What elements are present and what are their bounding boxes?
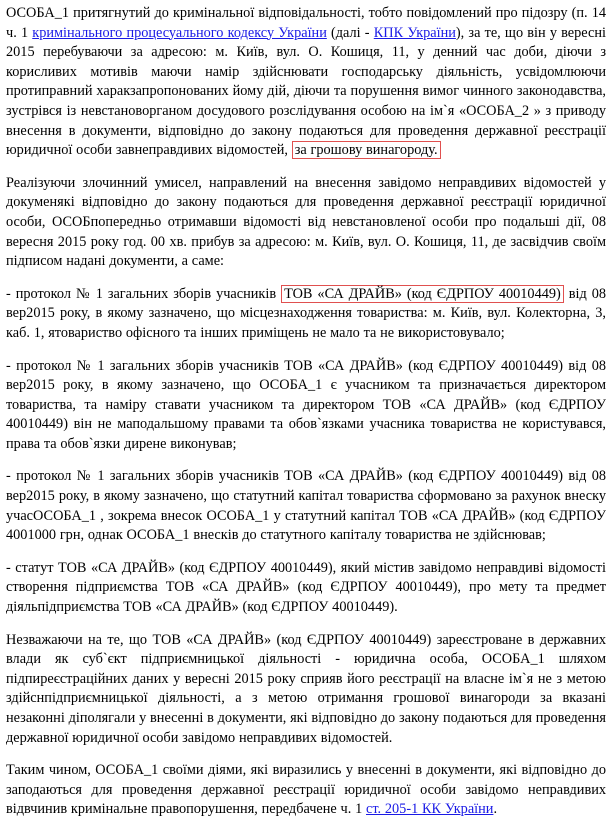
highlighted-phrase: ТОВ «СА ДРАЙВ» (код ЄДРПОУ 40010449): [281, 285, 564, 303]
text-run: 000 грн, однак ОСОБА_1 внесків до статутного капіталу товариства не здійснював;: [34, 527, 546, 544]
text-run: реєстраційних даних у вересні 2015 року сприяв його реєстрації на власне ім`я не з метою здійсн: [6, 670, 606, 707]
text-run: (далі -: [326, 24, 374, 41]
paragraph: [6, 4, 606, 161]
text-run: підприємницької діяльності, а з метою отримання грошової винагороди за вказані незаконні ді: [6, 690, 606, 726]
paragraph: [6, 631, 606, 749]
text-run: запропонованих йому дій, діючи та порушення вимог чинного законодавства, зустрівся із невстанов: [6, 83, 606, 119]
text-run: - протокол № 1 загальних зборів учасників ТОВ «СА ДРАЙВ» (код ЄДРПОУ 40010449) від 08 вер: [6, 357, 606, 394]
paragraph: [6, 174, 606, 272]
legal-reference-link[interactable]: КПК України: [373, 24, 456, 41]
text-run: - протокол № 1 загальних зборів учасників: [6, 285, 282, 302]
text-run: полягали у внесенні в документи, які відповідно до закону подаються для проведення державної: [6, 710, 606, 746]
paragraph: [6, 285, 606, 344]
text-run: Реалізуючи злочинний умисел, направлений на внесення завідомо неправдивих відомостей у докумен: [6, 174, 606, 211]
text-run: год. 00 хв. прибув за адресою: м. Київ, вул. О. Кошиця, 11, де засвідчив своїм підписом надані: [6, 233, 606, 270]
text-run: ОСОБА_1 , зокрема внесок ОСОБА_1 у статутний капітал ТОВ «СА ДРАЙВ» (код ЄДРПОУ 4001: [6, 507, 606, 544]
text-run: - статут ТОВ «СА ДРАЙВ» (код ЄДРПОУ 40010449), який містив завідомо неправдиві відомості: [6, 559, 606, 576]
text-run: юридичної особи завідомо неправдивих відомостей.: [72, 729, 393, 746]
text-run: неправдивих відомостей,: [134, 142, 292, 159]
text-run: товариство офісного та інших приміщень не мало та не використовувало;: [54, 324, 505, 341]
text-run: наміру ставати учасником та директором ТОВ «СА ДРАЙВ» (код ЄДРПОУ 40010449) він не ма: [6, 396, 606, 433]
paragraph: [6, 357, 606, 455]
text-run: підприємства ТОВ «СА ДРАЙВ» (код ЄДРПОУ 40010449).: [37, 599, 398, 616]
legal-reference-link[interactable]: кримінального процесуального кодексу України: [32, 24, 327, 41]
text-run: .: [493, 801, 498, 818]
paragraph: [6, 467, 606, 545]
text-run: відповідно до закону подаються для проведення державної реєстрації юридичної особи зав: [6, 122, 606, 159]
legal-reference-link[interactable]: ст. 205-1 КК України: [366, 801, 494, 818]
text-run: які відповідно до закону подаються для проведення державної реєстрації юридичної особи, ОСОБ: [6, 194, 606, 230]
paragraph: [6, 761, 606, 820]
text-run: подальшому правами та обов`язками учасника товариства не користувався, права та обов`язки дире: [6, 416, 606, 452]
text-run: 2015 року, в якому зазначено, що ОСОБА_1 є учасником та призначається директором товариства, та: [6, 377, 606, 413]
text-run: 2015 року, в якому зазначено, що статутний капітал товариства сформовано за рахунок внеску учас: [6, 488, 606, 524]
text-run: Таким чином, ОСОБА_1 своїми діями, які виразились у внесенні в документи, які відповідно до за: [6, 762, 606, 798]
text-run: подаються для проведення державної реєстрації юридичної особи завідомо неправдивих від: [6, 781, 606, 818]
text-run: попередньо отримавши відомості від невстановленої особи про подальші дії, 08 вересня 2015 року: [6, 213, 606, 250]
text-run: перебуваючи за адресою: м. Київ, вул. О. Кошиця, 11, у денний час доби, діючи з корисливих мотивів: [6, 44, 606, 80]
text-run: влади як суб`єкт підприємницької діяльності - юридична особа, ОСОБА_1 шляхом підпи: [6, 651, 606, 687]
text-run: від 08 вер: [6, 285, 606, 322]
paragraph: [6, 559, 606, 618]
text-run: не виконував;: [152, 435, 237, 452]
text-run: створення підприємства ТОВ «СА ДРАЙВ» (код ЄДРПОУ 40010449), про мету та предмет діяль: [6, 579, 606, 616]
text-run: - протокол № 1 загальних зборів учасників ТОВ «СА ДРАЙВ» (код ЄДРПОУ 40010449) від 08 вер: [6, 468, 606, 505]
highlighted-phrase: за грошову винагороду.: [292, 141, 441, 159]
text-run: ), за те, що він у вересні 2015: [6, 24, 606, 61]
text-run: ОСОБА_1 притягнутий до кримінальної відповідальності, тобто повідомлений про підозру (п. 14 ч. 1: [6, 5, 606, 41]
text-run: Незважаючи на те, що ТОВ «СА ДРАЙВ» (код ЄДРПОУ 40010449) зареєстроване в державних: [6, 631, 606, 648]
text-run: 2015 року, в якому зазначено, що місцезнаходження товариства: м. Київ, вул. Колекторна, 3, каб. 1, я: [6, 305, 606, 341]
text-run: маючи намір здійснювати господарську діяльність, усвідомлюючи протиправний харак: [6, 63, 606, 100]
text-run: органом досудового розслідування особою на ім`я «ОСОБА_2 » з приводу внесення в документи,: [6, 102, 606, 139]
text-run: вчинив кримінальне правопорушення, передбачене ч. 1: [24, 801, 367, 818]
text-run: документи, а саме:: [109, 253, 225, 270]
